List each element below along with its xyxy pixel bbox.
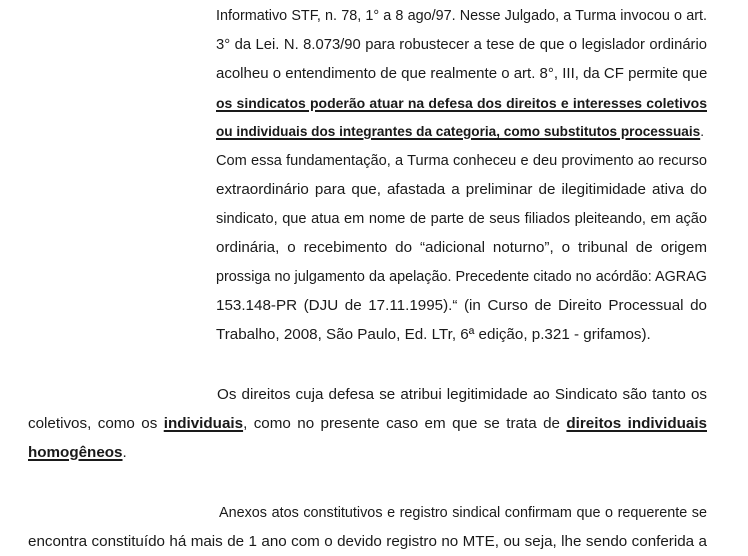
citation-line bbox=[216, 122, 707, 142]
paragraph-line bbox=[28, 414, 707, 434]
paragraph-line: Os direitos cuja defesa se atribui legitimidade ao Sindicato são tanto os bbox=[217, 386, 707, 403]
emphasis-individuais: individuais bbox=[163, 415, 244, 432]
citation-line: acolheu o entendimento de que realmente o art. 8°, III, da CF permite que bbox=[216, 65, 708, 82]
text-run: . bbox=[122, 444, 127, 461]
paragraph-line: encontra constituído há mais de 1 ano com o devido registro no MTE, ou seja, lhe sendo conferida a bbox=[28, 533, 707, 550]
citation-line: ordinária, o recebimento do “adicional noturno”, o tribunal de origem bbox=[216, 239, 707, 256]
citation-emphasis-line: os sindicatos poderão atuar na defesa dos direitos e interesses coletivos bbox=[216, 95, 707, 111]
emphasis-direitos-individuais: direitos individuais bbox=[566, 415, 707, 432]
citation-line: Trabalho, 2008, São Paulo, Ed. LTr, 6ª edição, p.321 - grifamos). bbox=[216, 326, 651, 343]
citation-line: 3° da Lei. N. 8.073/90 para robustecer a tese de que o legislador ordinário bbox=[216, 37, 707, 53]
citation-emphasis-text: ou individuais dos integrantes da categoria, como substitutos processuais bbox=[216, 124, 701, 139]
citation-line: Com essa fundamentação, a Turma conheceu e deu provimento ao recurso bbox=[216, 153, 707, 169]
text-run: , como no presente caso em que se trata de bbox=[243, 415, 567, 432]
citation-period: . bbox=[700, 124, 704, 139]
citation-line: sindicato, que atua em nome de parte de seus filiados pleiteando, em ação bbox=[216, 211, 707, 227]
citation-line: prossiga no julgamento da apelação. Precedente citado no acórdão: AGRAG bbox=[216, 269, 707, 285]
citation-line: 153.148-PR (DJU de 17.11.1995).“ (in Curso de Direito Processual do bbox=[216, 297, 707, 314]
paragraph-line bbox=[28, 443, 707, 463]
text-run: coletivos, como os bbox=[28, 415, 164, 432]
citation-line: Informativo STF, n. 78, 1° a 8 ago/97. Nesse Julgado, a Turma invocou o art. bbox=[216, 8, 707, 24]
emphasis-homogeneos: homogêneos bbox=[28, 444, 123, 461]
citation-line: extraordinário para que, afastada a preliminar de ilegitimidade ativa do bbox=[216, 181, 707, 198]
paragraph-line: Anexos atos constitutivos e registro sindical confirmam que o requerente se bbox=[219, 505, 707, 521]
